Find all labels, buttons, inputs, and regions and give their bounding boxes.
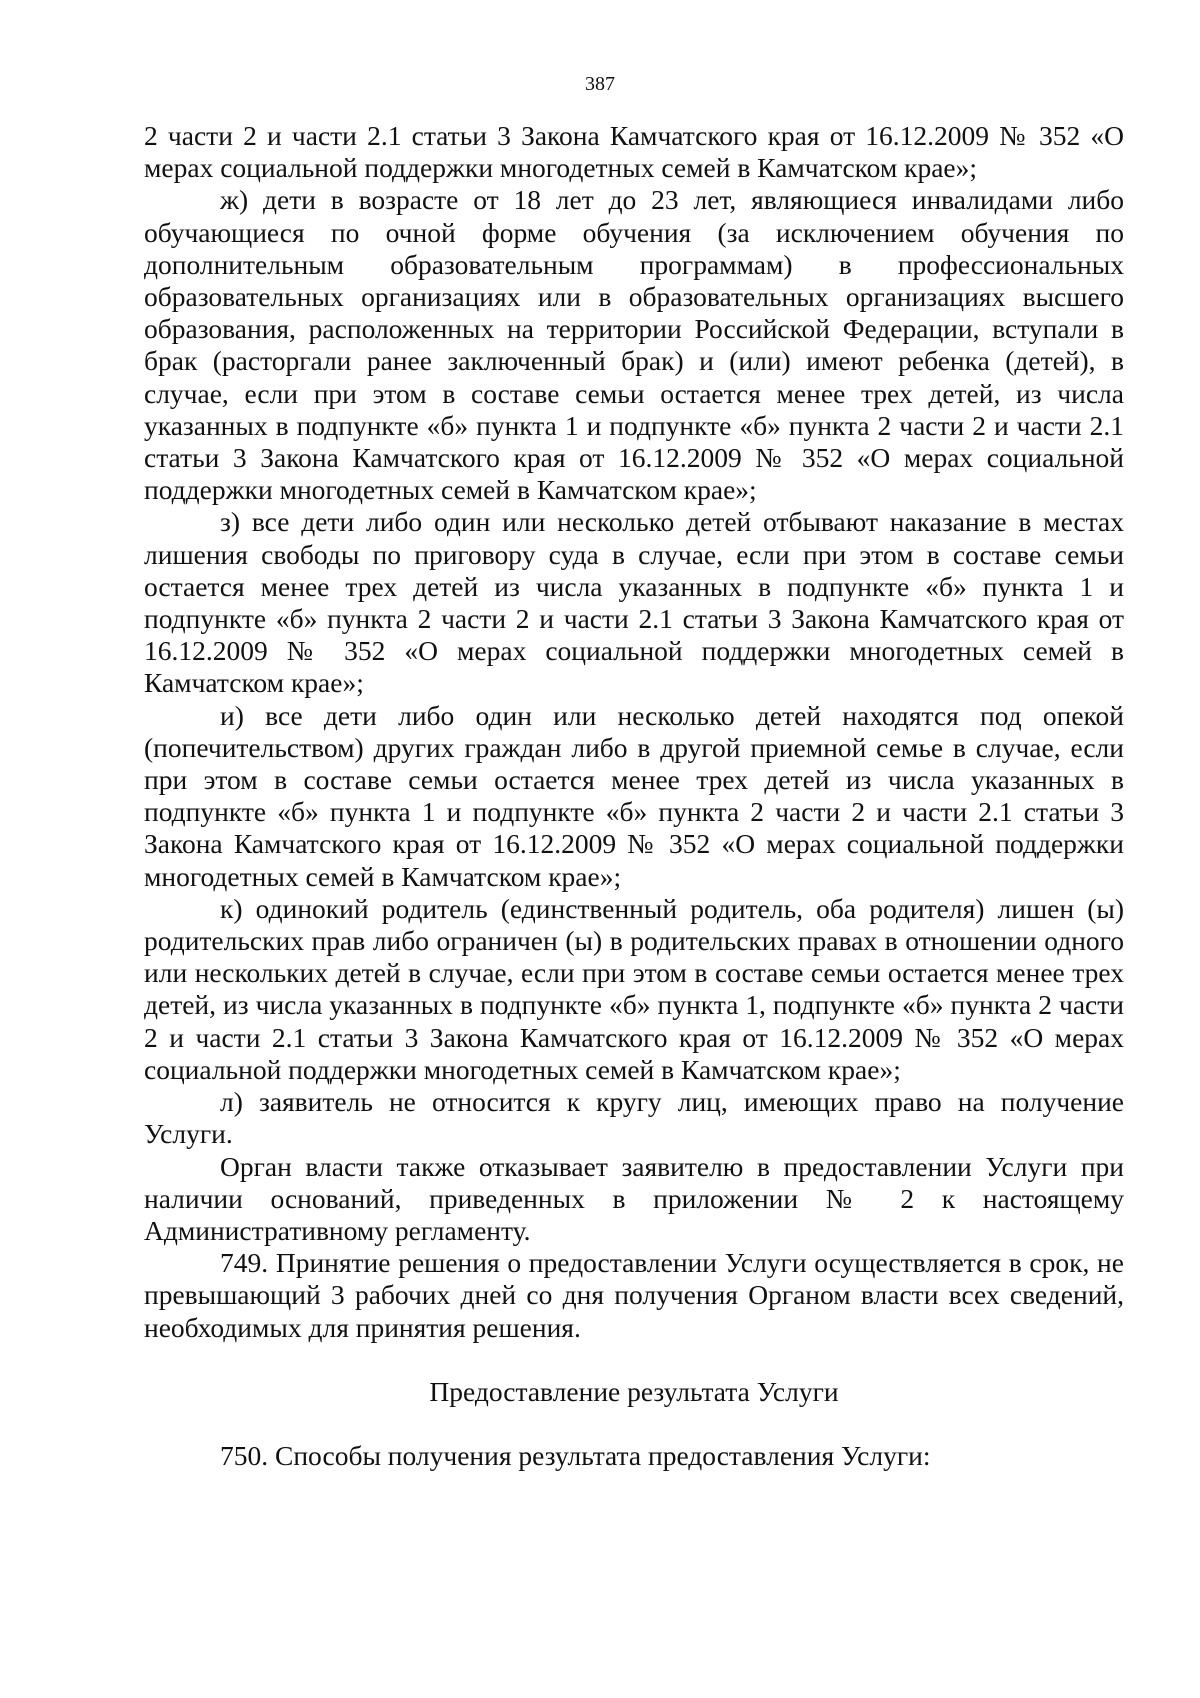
paragraph-item-k: к) одинокий родитель (единственный родитель, оба родителя) лишен (ы) родительских прав либо ограничен (ы) в родительских правах в отношении одного или нескольких детей в случае, если при этом в составе семьи остается менее трех детей, из числа указанных в подпункте «б» пункта 1, подпункте «б» пункта 2 части 2 и части 2.1 статьи 3 Закона Камчатского края от 16.12.2009 № 352 «О мерах социальной поддержки многодетных семей в Камчатском крае»; bbox=[144, 892, 1124, 1085]
section-heading: Предоставление результата Услуги bbox=[429, 1375, 839, 1407]
paragraph-refusal-grounds: Орган власти также отказывает заявителю в предоставлении Услуги при наличии оснований, приведенных в приложении № 2 к настоящему Административному регламенту. bbox=[144, 1150, 1124, 1246]
paragraph-item-zh: ж) дети в возрасте от 18 лет до 23 лет, являющиеся инвалидами либо обучающиеся по очной форме обучения (за исключением обучения по дополнительным образовательным программам) в профессиональных образовательных организациях или в образовательных организациях высшего образования, расположенных на территории Российской Федерации, вступали в брак (расторгали ранее заключенный брак) и (или) имеют ребенка (детей), в случае, если при этом в составе семьи остается менее трех детей, из числа указанных в подпункте «б» пункта 1 и подпункте «б» пункта 2 части 2 и части 2.1 статьи 3 Закона Камчатского края от 16.12.2009 № 352 «О мерах социальной поддержки многодетных семей в Камчатском крае»; bbox=[144, 184, 1124, 506]
paragraph-continuation: 2 части 2 и части 2.1 статьи 3 Закона Камчатского края от 16.12.2009 № 352 «О мерах социальной поддержки многодетных семей в Камчатском крае»; bbox=[144, 120, 1124, 184]
paragraph-item-z: з) все дети либо один или несколько детей отбывают наказание в местах лишения свободы по приговору суда в случае, если при этом в составе семьи остается менее трех детей из числа указанных в подпункте «б» пункта 1 и подпункте «б» пункта 2 части 2 и части 2.1 статьи 3 Закона Камчатского края от 16.12.2009 № 352 «О мерах социальной поддержки многодетных семей в Камчатском крае»; bbox=[144, 506, 1124, 699]
paragraph-749: 749. Принятие решения о предоставлении Услуги осуществляется в срок, не превышающий 3 рабочих дней со дня получения Органом власти всех сведений, необходимых для принятия решения. bbox=[144, 1247, 1124, 1343]
paragraph-item-l: л) заявитель не относится к кругу лиц, имеющих право на получение Услуги. bbox=[144, 1086, 1124, 1150]
document-body bbox=[144, 120, 1124, 1472]
paragraph-750: 750. Способы получения результата предоставления Услуги: bbox=[220, 1439, 931, 1471]
page-number: 387 bbox=[585, 73, 615, 95]
paragraph-item-i: и) все дети либо один или несколько детей находятся под опекой (попечительством) других граждан либо в другой приемной семье в случае, если при этом в составе семьи остается менее трех детей из числа указанных в подпункте «б» пункта 1 и подпункте «б» пункта 2 части 2 и части 2.1 статьи 3 Закона Камчатского края от 16.12.2009 № 352 «О мерах социальной поддержки многодетных семей в Камчатском крае»; bbox=[144, 699, 1124, 892]
